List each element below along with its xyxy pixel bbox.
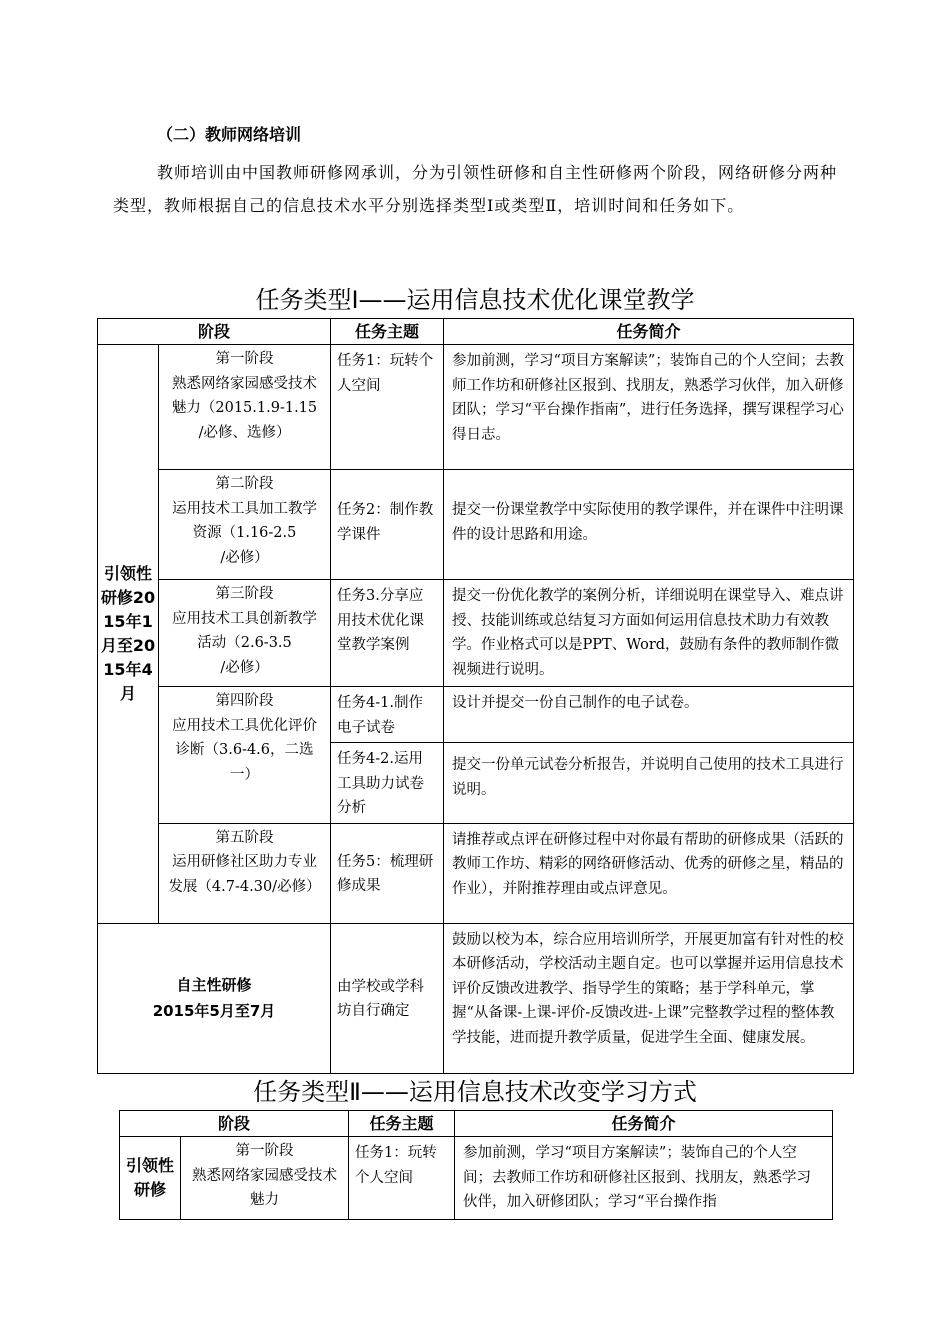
self-training-cell <box>98 923 331 1073</box>
desc-cell: 提交一份单元试卷分析报告，并说明自己使用的技术工具进行说明。 <box>444 743 854 824</box>
header-desc: 任务简介 <box>444 319 854 345</box>
stage-cell: 第二阶段 运用技术工具加工教学资源（1.16-2.5 /必修） <box>159 470 331 580</box>
stage-cell: 第五阶段 运用研修社区助力专业发展（4.7-4.30/必修） <box>159 823 331 923</box>
topic-cell: 任务2：制作教学课件 <box>331 470 444 580</box>
header-topic: 任务主题 <box>349 1111 455 1137</box>
topic-cell: 任务5：梳理研修成果 <box>331 823 444 923</box>
topic-cell: 由学校或学科坊自行确定 <box>331 923 444 1073</box>
topic-cell: 任务4-2.运用工具助力试卷分析 <box>331 743 444 824</box>
stage-cell: 第一阶段 熟悉网络家园感受技术魅力（2015.1.9-1.15 /必修、选修） <box>159 345 331 470</box>
topic-cell: 任务3.分享应用技术优化课堂教学案例 <box>331 580 444 687</box>
stage-cell: 第一阶段 熟悉网络家园感受技术魅力 <box>181 1137 349 1220</box>
self-training-period: 2015年5月至7月 <box>152 1002 276 1020</box>
table-row <box>98 687 854 743</box>
topic-cell: 任务1：玩转个人空间 <box>331 345 444 470</box>
table2-title: 任务类型Ⅱ——运用信息技术改变学习方式 <box>253 1078 697 1106</box>
table-row <box>98 470 854 580</box>
stage-cell: 第三阶段 应用技术工具创新教学活动（2.6-3.5 /必修） <box>159 580 331 687</box>
lead-training-label: 引领性研修2015年1月至2015年4月 <box>98 345 159 924</box>
desc-cell: 鼓励以校为本，综合应用培训所学，开展更加富有针对性的校本研修活动，学校活动主题自定。也可以掌握并运用信息技术评价反馈改进教学、指导学生的策略；基于学科单元，掌握“从备课-上课-评价-反馈改进-上课”完整教学过程的整体教学技能，进而提升教学质量，促进学生全面、健康发展。 <box>444 923 854 1073</box>
topic-cell: 任务4-1.制作电子试卷 <box>331 687 444 743</box>
intro-paragraph: 教师培训由中国教师研修网承训，分为引领性研修和自主性研修两个阶段，网络研修分两种类型，教师根据自己的信息技术水平分别选择类型Ⅰ或类型Ⅱ，培训时间和任务如下。 <box>113 163 838 215</box>
task-type-1-table <box>97 318 854 1074</box>
desc-cell: 提交一份课堂教学中实际使用的教学课件，并在课件中注明课件的设计思路和用途。 <box>444 470 854 580</box>
desc-cell: 设计并提交一份自己制作的电子试卷。 <box>444 687 854 743</box>
desc-cell: 参加前测，学习“项目方案解读”；装饰自己的个人空间；去教师工作坊和研修社区报到、找朋友，熟悉学习伙伴，加入研修团队；学习“平台操作指南”，进行任务选择，撰写课程学习心得日志。 <box>444 345 854 470</box>
table-row <box>98 923 854 1073</box>
stage-cell: 第四阶段 应用技术工具优化评价诊断（3.6-4.6，二选一） <box>159 687 331 824</box>
table-row <box>120 1137 833 1220</box>
table-row <box>98 823 854 923</box>
lead-training-label: 引领性研修 <box>120 1137 181 1220</box>
section-heading: （二）教师网络培训 <box>157 125 302 144</box>
header-topic: 任务主题 <box>331 319 444 345</box>
desc-cell: 请推荐或点评在研修过程中对你最有帮助的研修成果（活跃的教师工作坊、精彩的网络研修活动、优秀的研修之星，精品的作业），并附推荐理由或点评意见。 <box>444 823 854 923</box>
table-row <box>98 345 854 470</box>
table-row <box>98 580 854 687</box>
desc-cell: 提交一份优化教学的案例分析，详细说明在课堂导入、难点讲授、技能训练或总结复习方面如何运用信息技术助力有效教学。作业格式可以是PPT、Word，鼓励有条件的教师制作微视频进行说明。 <box>444 580 854 687</box>
task-type-2-table <box>119 1110 833 1220</box>
desc-cell: 参加前测，学习“项目方案解读”；装饰自己的个人空间；去教师工作坊和研修社区报到、找朋友，熟悉学习伙伴，加入研修团队；学习“平台操作指 <box>455 1137 833 1220</box>
table1-title: 任务类型Ⅰ——运用信息技术优化课堂教学 <box>255 286 695 314</box>
header-stage: 阶段 <box>98 319 331 345</box>
header-desc: 任务简介 <box>455 1111 833 1137</box>
self-training-label: 自主性研修 <box>176 976 252 994</box>
topic-cell: 任务1：玩转个人空间 <box>349 1137 455 1220</box>
header-stage: 阶段 <box>120 1111 349 1137</box>
